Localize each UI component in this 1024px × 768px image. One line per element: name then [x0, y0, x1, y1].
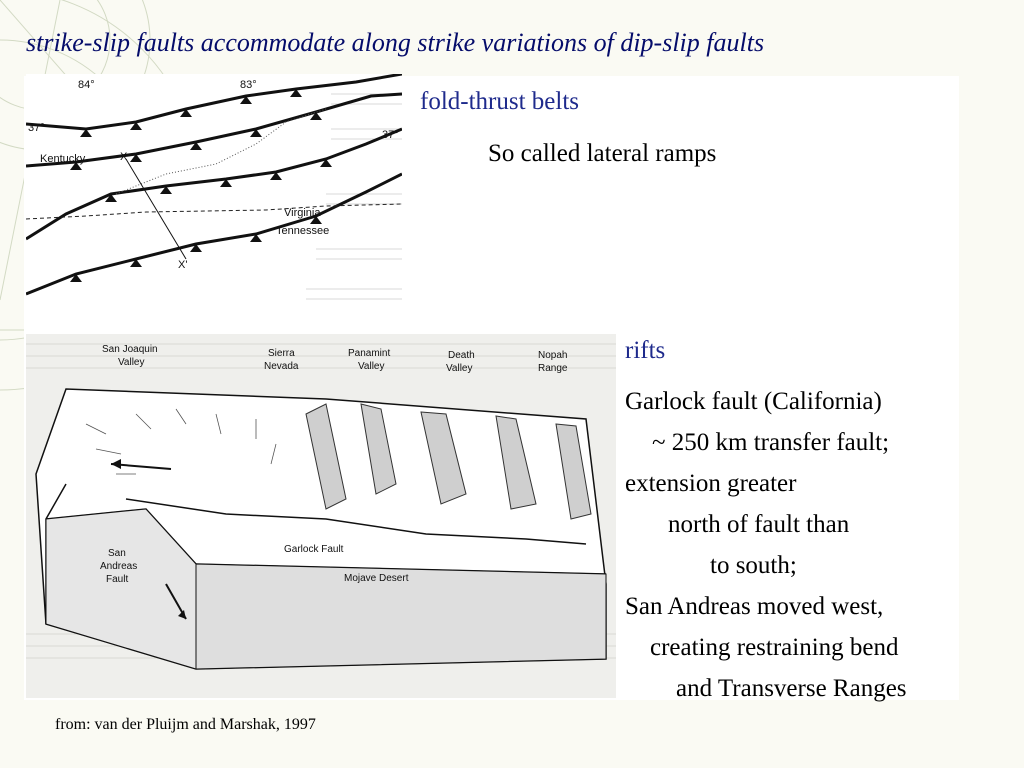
rifts-line-1: Garlock fault (California) — [625, 388, 882, 415]
label-death-1: Death — [448, 350, 475, 361]
map-label-83: 83° — [240, 79, 257, 91]
label-nopah-1: Nopah — [538, 350, 568, 361]
rifts-heading: rifts — [625, 337, 666, 364]
fold-thrust-line-1: So called lateral ramps — [488, 140, 717, 167]
fold-thrust-heading: fold-thrust belts — [420, 88, 580, 115]
map-label-tennessee: Tennessee — [276, 225, 330, 237]
rifts-line-7: creating restraining bend — [650, 634, 899, 661]
label-san-joaquin-2: Valley — [118, 357, 145, 368]
label-garlock-fault: Garlock Fault — [284, 544, 344, 555]
label-panamint-2: Valley — [358, 361, 385, 372]
map-label-84: 84° — [78, 79, 95, 91]
map-label-x-prime: X' — [178, 259, 188, 271]
map-label-kentucky: Kentucky — [40, 153, 86, 165]
rifts-line-8: and Transverse Ranges — [676, 675, 907, 702]
map-label-37-right: 37° — [382, 129, 399, 141]
figure-caption: from: van der Pluijm and Marshak, 1997 — [55, 716, 316, 733]
garlock-block-diagram — [26, 334, 616, 698]
fold-thrust-map-figure — [26, 74, 402, 314]
rifts-line-3: extension greater — [625, 470, 797, 497]
map-label-virginia: Virginia — [284, 207, 321, 219]
rifts-line-2: ~ 250 km transfer fault; — [652, 429, 890, 456]
label-san-joaquin-1: San Joaquin — [102, 344, 158, 355]
label-sierra-1: Sierra — [268, 348, 295, 359]
label-death-2: Valley — [446, 363, 473, 374]
label-san-andreas-1: San — [108, 548, 126, 559]
label-san-andreas-3: Fault — [106, 574, 129, 585]
label-san-andreas-2: Andreas — [100, 561, 138, 572]
label-mojave-desert: Mojave Desert — [344, 573, 409, 584]
label-nopah-2: Range — [538, 363, 568, 374]
slide-title: strike-slip faults accommodate along strike variations of dip-slip faults — [26, 28, 765, 57]
rifts-line-4: north of fault than — [668, 511, 850, 538]
map-label-x: X — [120, 151, 128, 163]
map-label-37-left: 37° — [28, 122, 45, 134]
label-sierra-2: Nevada — [264, 361, 299, 372]
rifts-line-6: San Andreas moved west, — [625, 593, 884, 620]
rifts-line-5: to south; — [710, 552, 797, 579]
label-panamint-1: Panamint — [348, 348, 391, 359]
